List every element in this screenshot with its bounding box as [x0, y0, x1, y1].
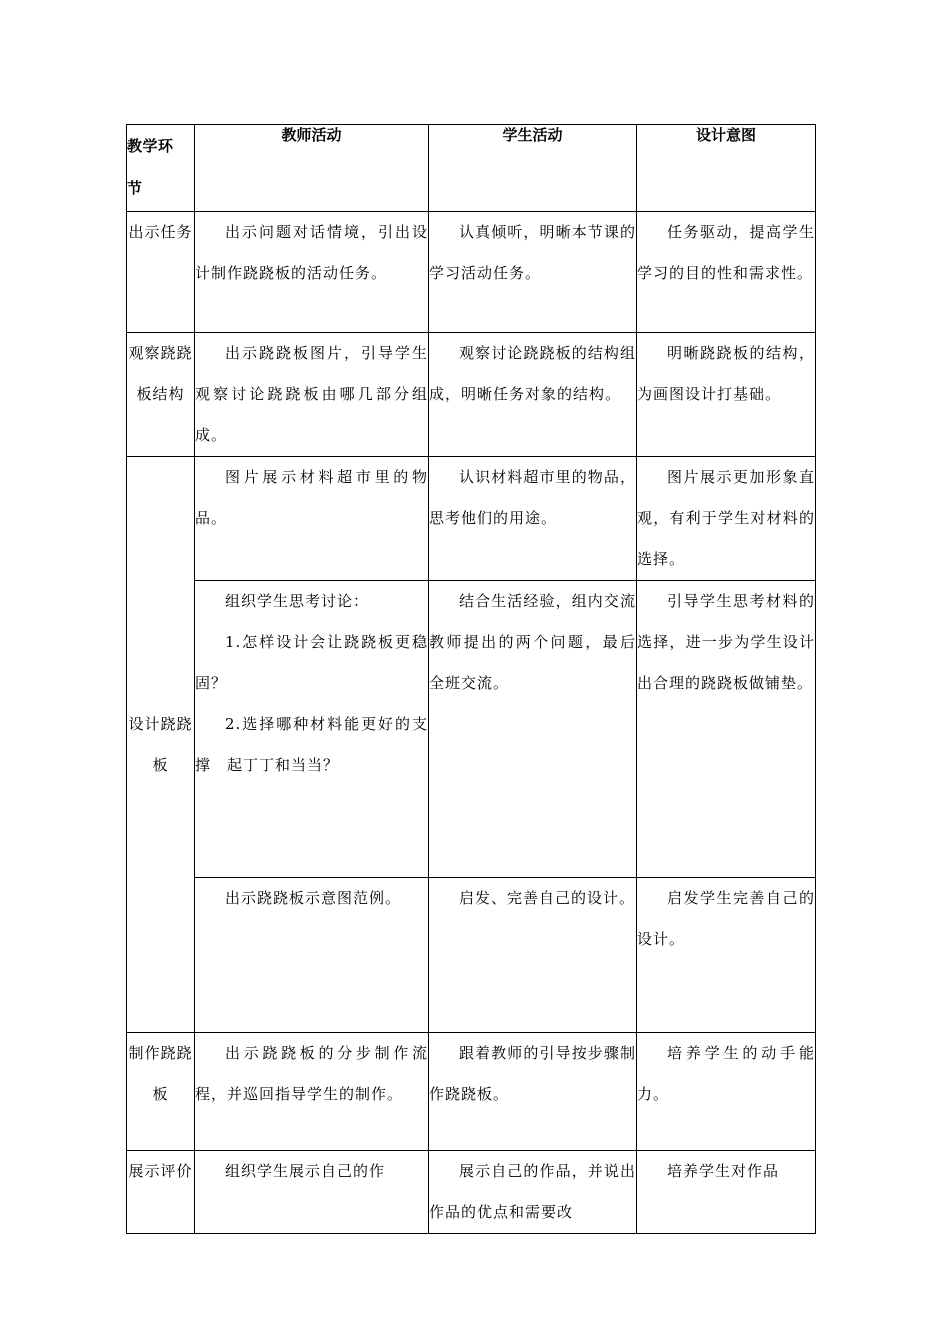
intent-cell: 培养学生对作品	[637, 1151, 816, 1234]
header-student: 学生活动	[429, 125, 637, 212]
lesson-plan-table	[126, 124, 816, 1234]
stage-cell: 设计跷跷板	[127, 457, 195, 1033]
teacher-cell: 出示跷跷板的分步制作流程，并巡回指导学生的制作。	[195, 1033, 429, 1151]
intent-cell: 引导学生思考材料的选择，进一步为学生设计出合理的跷跷板做铺垫。	[637, 581, 816, 878]
table-row	[127, 457, 816, 581]
student-cell: 结合生活经验，组内交流教师提出的两个问题，最后全班交流。	[429, 581, 637, 878]
teacher-cell: 图片展示材料超市里的物品。	[195, 457, 429, 581]
header-stage-line-2: 节	[127, 179, 143, 197]
header-intent: 设计意图	[637, 125, 816, 212]
teacher-cell: 出示跷跷板示意图范例。	[195, 878, 429, 1033]
table-row	[127, 581, 816, 878]
table-row	[127, 212, 816, 333]
intent-cell: 明晰跷跷板的结构，为画图设计打基础。	[637, 333, 816, 457]
student-cell: 展示自己的作品，并说出作品的优点和需要改	[429, 1151, 637, 1234]
stage-cell: 展示评价	[127, 1151, 195, 1234]
teacher-cell: 出示跷跷板图片，引导学生观察讨论跷跷板由哪几部分组成。	[195, 333, 429, 457]
table-row	[127, 1151, 816, 1234]
intent-cell: 启发学生完善自己的设计。	[637, 878, 816, 1033]
header-teacher: 教师活动	[195, 125, 429, 212]
student-cell: 启发、完善自己的设计。	[429, 878, 637, 1033]
table-row	[127, 878, 816, 1033]
student-cell: 认识材料超市里的物品，思考他们的用途。	[429, 457, 637, 581]
stage-cell: 制作跷跷板	[127, 1033, 195, 1151]
student-cell: 观察讨论跷跷板的结构组成，明晰任务对象的结构。	[429, 333, 637, 457]
intent-cell: 任务驱动，提高学生学习的目的性和需求性。	[637, 212, 816, 333]
teacher-cell: 组织学生思考讨论： 1.怎样设计会让跷跷板更稳固？ 2.选择哪种材料能更好的支撑 起丁丁和当当？	[195, 581, 429, 878]
student-cell: 认真倾听，明晰本节课的学习活动任务。	[429, 212, 637, 333]
stage-cell: 出示任务	[127, 212, 195, 333]
table-row	[127, 333, 816, 457]
table-row	[127, 1033, 816, 1151]
header-stage-line-1: 教学环	[127, 137, 174, 155]
teacher-cell: 组织学生展示自己的作	[195, 1151, 429, 1234]
student-cell: 跟着教师的引导按步骤制作跷跷板。	[429, 1033, 637, 1151]
header-stage	[127, 125, 195, 212]
intent-cell: 培养学生的动手能力。	[637, 1033, 816, 1151]
teacher-cell: 出示问题对话情境，引出设计制作跷跷板的活动任务。	[195, 212, 429, 333]
stage-cell: 观察跷跷板结构	[127, 333, 195, 457]
header-row	[127, 125, 816, 212]
intent-cell: 图片展示更加形象直观，有利于学生对材料的选择。	[637, 457, 816, 581]
